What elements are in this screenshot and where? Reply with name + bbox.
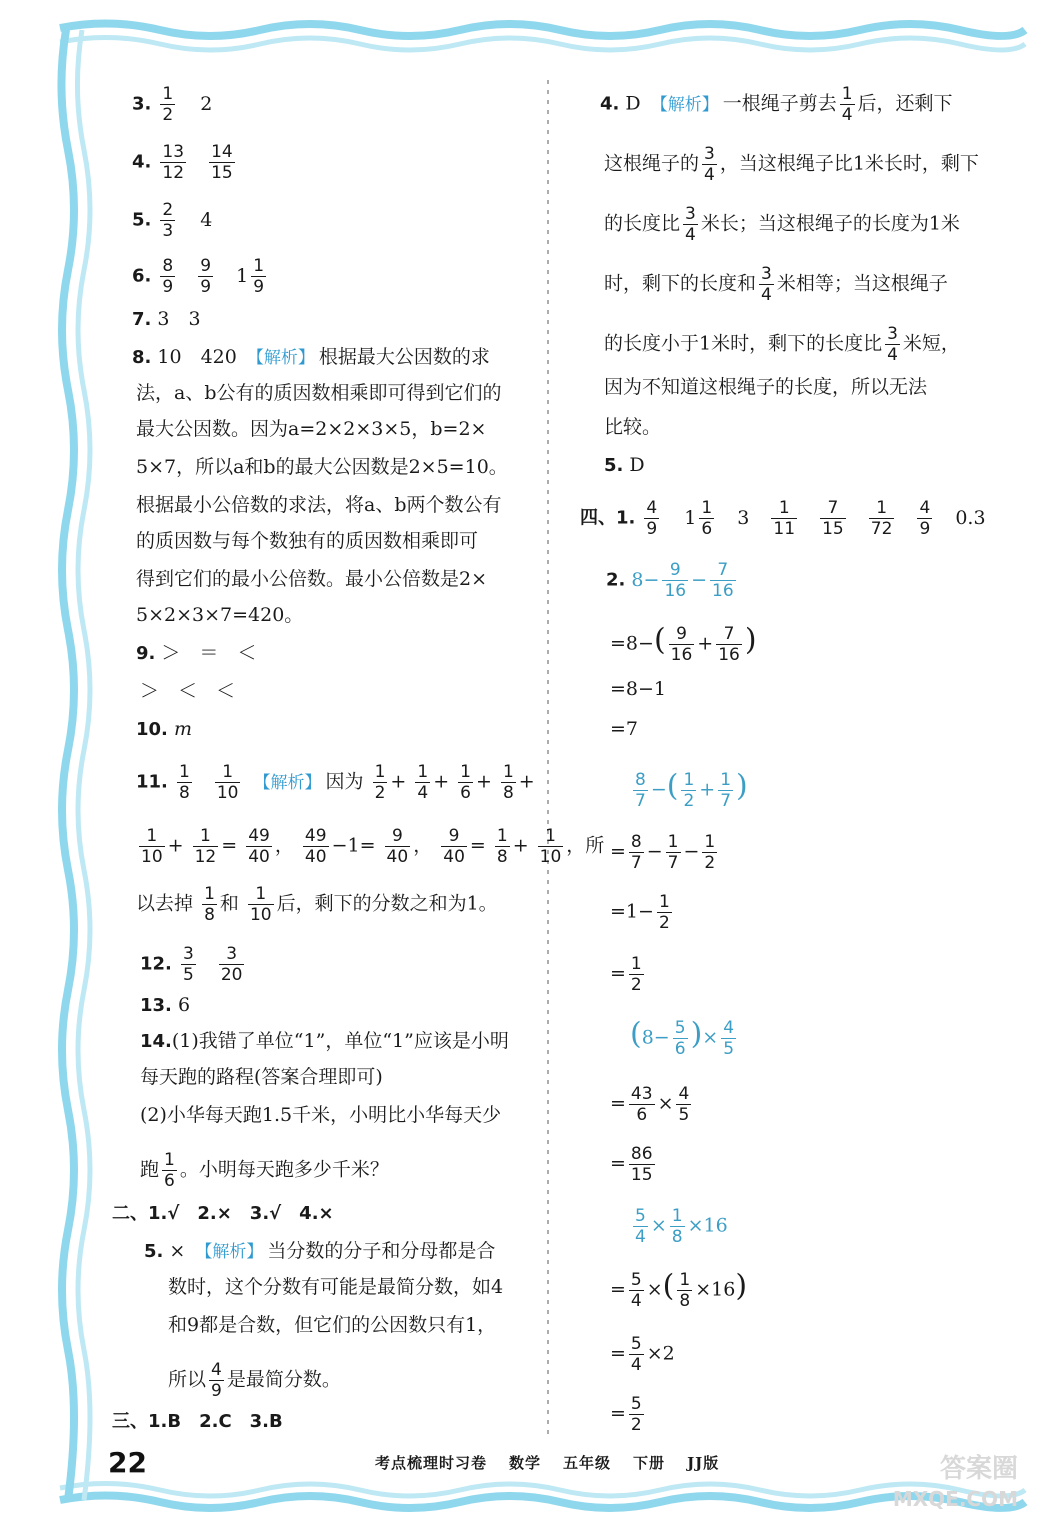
answer-r5: 5. D (604, 454, 645, 476)
watermark: 答案圈 MXQE.COM (892, 1454, 1018, 1511)
answer-9-row2: ＞ ＜ ＜ (140, 680, 236, 702)
section-4-q1: 四、1. $\frac{4}{9}$ 1 $\frac{1}{6}$ 3 $\frac{1}{11}$ $\frac{7}{15}$ $\frac{1}{72}$ $\frac{4}{9}$ 0.3 (580, 498, 986, 539)
answer-12: 12. $\frac{3}{5}$ $\frac{3}{20}$ (140, 944, 243, 985)
answer-9: 9. ＞ ＝ ＜ (136, 642, 257, 664)
page-number: 22 (108, 1446, 147, 1479)
answer-10: 10. m (136, 718, 192, 740)
footer-book-info: 考点梳理时习卷 数学 五年级 下册 JJ版 (375, 1454, 720, 1472)
answer-6: 6. $\frac{8}{9}$ $\frac{9}{9}$ 1 $\frac{1}{9}$ (132, 256, 265, 297)
analysis-tag: 【解析】 (246, 348, 315, 368)
answer-13: 13. 6 (140, 994, 191, 1016)
fraction: $\frac{1}{2}$ (162, 84, 174, 125)
answer-5: 5. $\frac{2}{3}$ 4 (132, 200, 213, 241)
section-3: 三、1.B 2.C 3.B (112, 1411, 283, 1432)
answer-7: 7. 3 3 (132, 308, 201, 330)
answer-4: 4. $\frac{13}{12}$ $\frac{14}{15}$ (132, 142, 233, 183)
answer-3: 3. $\frac{1}{2}$ 2 (132, 84, 213, 125)
